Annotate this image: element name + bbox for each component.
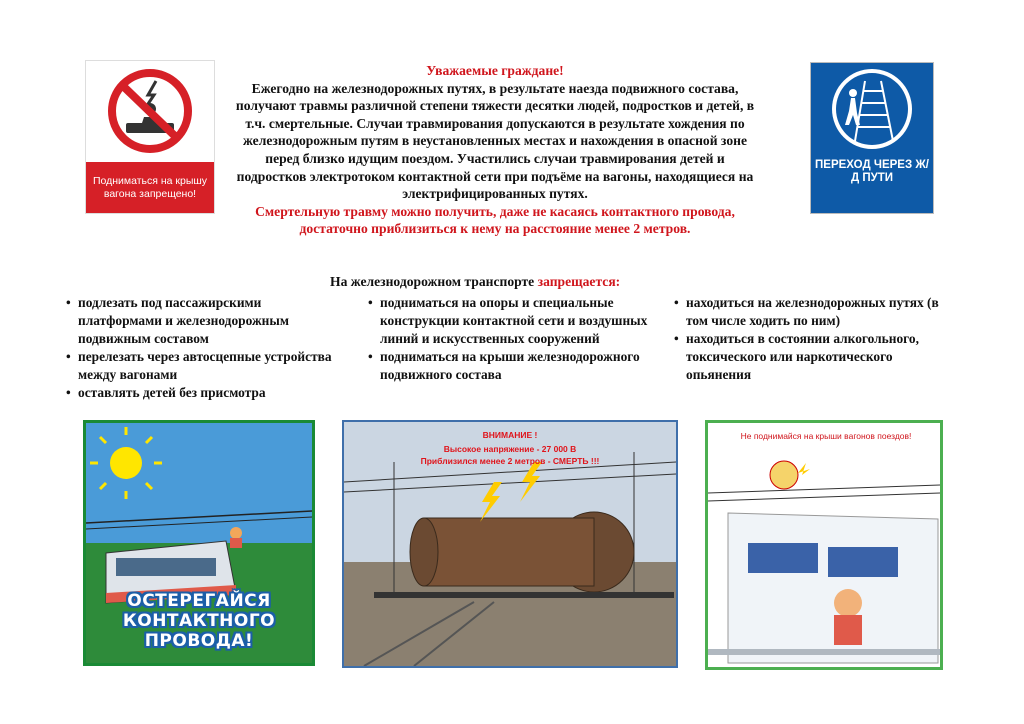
child-train-illustration [708,423,940,667]
prohibition-column-2 [368,294,658,384]
photo-warning-title: ВНИМАНИЕ ! [482,430,538,440]
photo-warning-voltage: Высокое напряжение - 27 000 В [443,444,577,454]
prohibition-column-1 [66,294,346,402]
list-item: • находиться на железнодорожных путях (в том числе ходить по ним) [674,294,944,330]
header-text [230,62,760,238]
list-item: • подниматься на опоры и специальные конструкции контактной сети и воздушных линий и искусственных сооружений [368,294,658,348]
list-item: • перелезать через автосцепные устройства между вагонами [66,348,346,384]
subtitle-prefix: На железнодорожном транспорте [330,274,535,289]
railway-crossing-sign [810,62,934,214]
poster1-caption: ОСТЕРЕГАЙСЯ КОНТАКТНОГО ПРОВОДА! [122,591,276,651]
greeting-heading: Уважаемые граждане! [426,63,564,78]
no-entry-icon [86,61,214,161]
list-item: • подниматься на крыши железнодорожного подвижного состава [368,348,658,384]
prohibition-column-3 [674,294,944,384]
poster3-caption: Не поднимайся на крыши вагонов поездов! [740,431,912,441]
no-climbing-roof-sign [85,60,215,214]
list-item: • находиться в состоянии алкогольного, токсического или наркотического опьянения [674,330,944,384]
pedestrian-crossing-icon [811,63,933,155]
death-warning: Смертельную травму можно получить, даже не касаясь контактного провода, достаточно приблизиться к нему на расстояние менее 2 метров. [255,203,735,237]
photo-warning-death: Приблизился менее 2 метров - СМЕРТЬ !!! [420,456,600,466]
beware-wire-poster [83,420,315,666]
crossing-sign-label: ПЕРЕХОД ЧЕРЕЗ Ж/Д ПУТИ [815,159,929,184]
intro-paragraph: Ежегодно на железнодорожных путях, в результате наезда подвижного состава, получают травмы различной степени тяжести десятки людей, подростков и детей, в т.ч. смертельные. Случаи травмирования допускаются в результате хождения по железнодорожным путям в неустановленных местах и нахождения в опасной зоне перед близко идущим поездом. Участились случаи травмирования детей и подростков электротоком контактной сети при подъёме на вагоны, находящиеся на электрифицированных путях. [235,80,755,202]
roof-sign-label: Подниматься на крышу вагона запрещено! [86,162,214,213]
no-roof-climbing-poster [705,420,943,670]
prohibited-subtitle [330,274,710,290]
list-item: • подлезать под пассажирскими платформами и железнодорожным подвижным составом [66,294,346,348]
subtitle-highlight: запрещается: [537,274,621,289]
list-item: • оставлять детей без присмотра [66,384,346,402]
tank-wagons-photo [342,420,678,668]
